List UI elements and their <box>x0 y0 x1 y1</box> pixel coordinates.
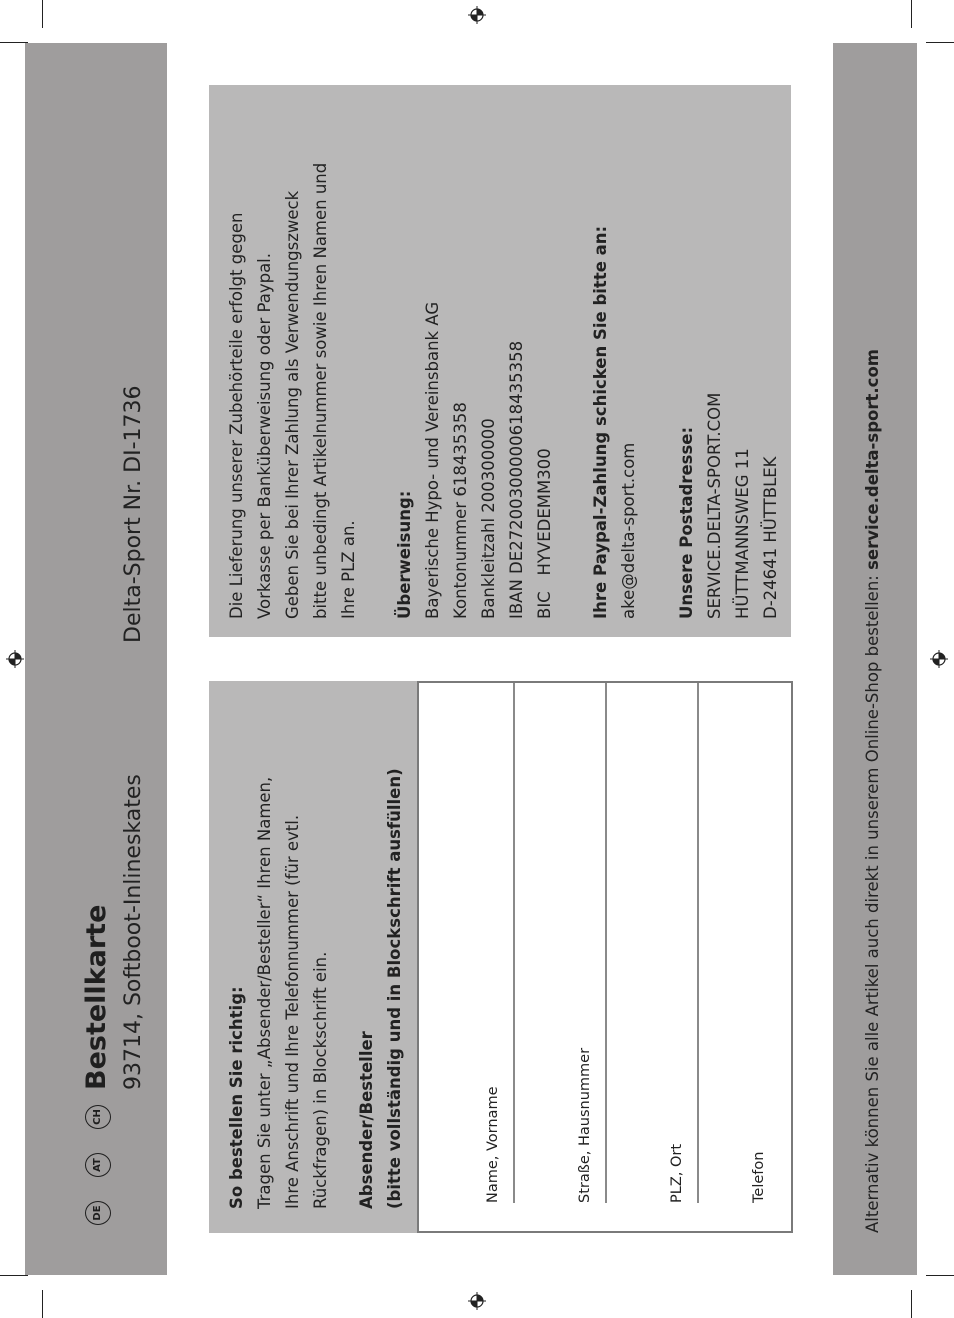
shop-link[interactable]: service.delta-sport.com <box>863 349 882 570</box>
paypal-email: ake@delta-sport.com <box>619 442 638 619</box>
crop-mark <box>42 0 43 28</box>
payment-panel <box>209 85 791 637</box>
sender-heading: Absender/Besteller <box>357 1031 376 1209</box>
page-title: Bestellkarte <box>81 904 112 1090</box>
country-badge-ch: CH <box>85 1105 111 1129</box>
payment-intro-line: Ihre PLZ an. <box>339 520 358 619</box>
footer-band <box>833 43 917 1275</box>
instructions-panel <box>209 681 419 1233</box>
payment-intro-line: Die Lieferung unserer Zubehörteile erfolgt gegen <box>227 212 246 619</box>
crop-mark <box>42 1290 43 1318</box>
name-field-label: Name, Vorname <box>485 1086 501 1203</box>
address-line: HÜTTMANNSWEG 11 <box>733 448 752 619</box>
registration-mark-icon <box>930 650 948 668</box>
bank-line: IBAN DE27200300000618435358 <box>507 340 526 619</box>
address-heading: Unsere Postadresse: <box>677 426 696 619</box>
registration-mark-icon <box>468 6 486 24</box>
bank-line: Bayerische Hypo- und Vereinsbank AG <box>423 301 442 619</box>
address-line: SERVICE.DELTA-SPORT.COM <box>705 392 724 619</box>
country-badge-de: DE <box>85 1201 111 1225</box>
product-subtitle: 93714, Softboot-Inlineskates <box>121 774 146 1090</box>
country-badge-at: AT <box>85 1153 111 1177</box>
city-field-label: PLZ, Ort <box>669 1143 685 1203</box>
order-card <box>25 43 917 1275</box>
address-line: D-24641 HÜTTBLEK <box>761 456 780 619</box>
street-field[interactable] <box>605 683 607 1203</box>
footer-message: Alternativ können Sie alle Artikel auch direkt in unserem Online-Shop bestellen: <box>863 569 882 1233</box>
street-field-label: Straße, Hausnummer <box>577 1047 593 1203</box>
payment-intro-line: Geben Sie bei Ihrer Zahlung als Verwendungszweck <box>283 190 302 619</box>
crop-mark <box>926 42 954 43</box>
sender-note: (bitte vollständig und in Blockschrift ausfüllen) <box>385 768 404 1209</box>
crop-mark <box>911 0 912 28</box>
instructions-line: Ihre Anschrift und Ihre Telefonnummer (für evtl. <box>283 814 302 1209</box>
payment-intro-line: bitte unbedingt Artikelnummer sowie Ihren Namen und <box>311 162 330 619</box>
registration-mark-icon <box>468 1292 486 1310</box>
header-band <box>25 43 167 1275</box>
payment-intro-line: Vorkasse per Banküberweisung oder Paypal. <box>255 252 274 619</box>
crop-mark <box>0 1275 28 1276</box>
bank-line: BIC HYVEDEMM300 <box>535 448 554 619</box>
name-field[interactable] <box>513 683 515 1203</box>
footer-text <box>863 349 882 1233</box>
instructions-line: Tragen Sie unter „Absender/Besteller“ Ihren Namen, <box>255 776 274 1209</box>
instructions-line: Rückfragen) in Blockschrift ein. <box>311 951 330 1209</box>
crop-mark <box>926 1275 954 1276</box>
crop-mark <box>0 42 28 43</box>
instructions-heading: So bestellen Sie richtig: <box>227 986 246 1209</box>
bank-line: Kontonummer 618435358 <box>451 402 470 619</box>
paypal-heading: Ihre Paypal-Zahlung schicken Sie bitte an: <box>591 225 610 619</box>
registration-mark-icon <box>6 650 24 668</box>
city-field[interactable] <box>697 683 699 1203</box>
item-number: Delta-Sport Nr. DI-1736 <box>121 385 146 643</box>
bank-line: Bankleitzahl 200300000 <box>479 418 498 619</box>
transfer-heading: Überweisung: <box>395 490 414 619</box>
phone-field-label: Telefon <box>751 1151 767 1203</box>
sender-form <box>417 681 793 1233</box>
crop-mark <box>911 1290 912 1318</box>
